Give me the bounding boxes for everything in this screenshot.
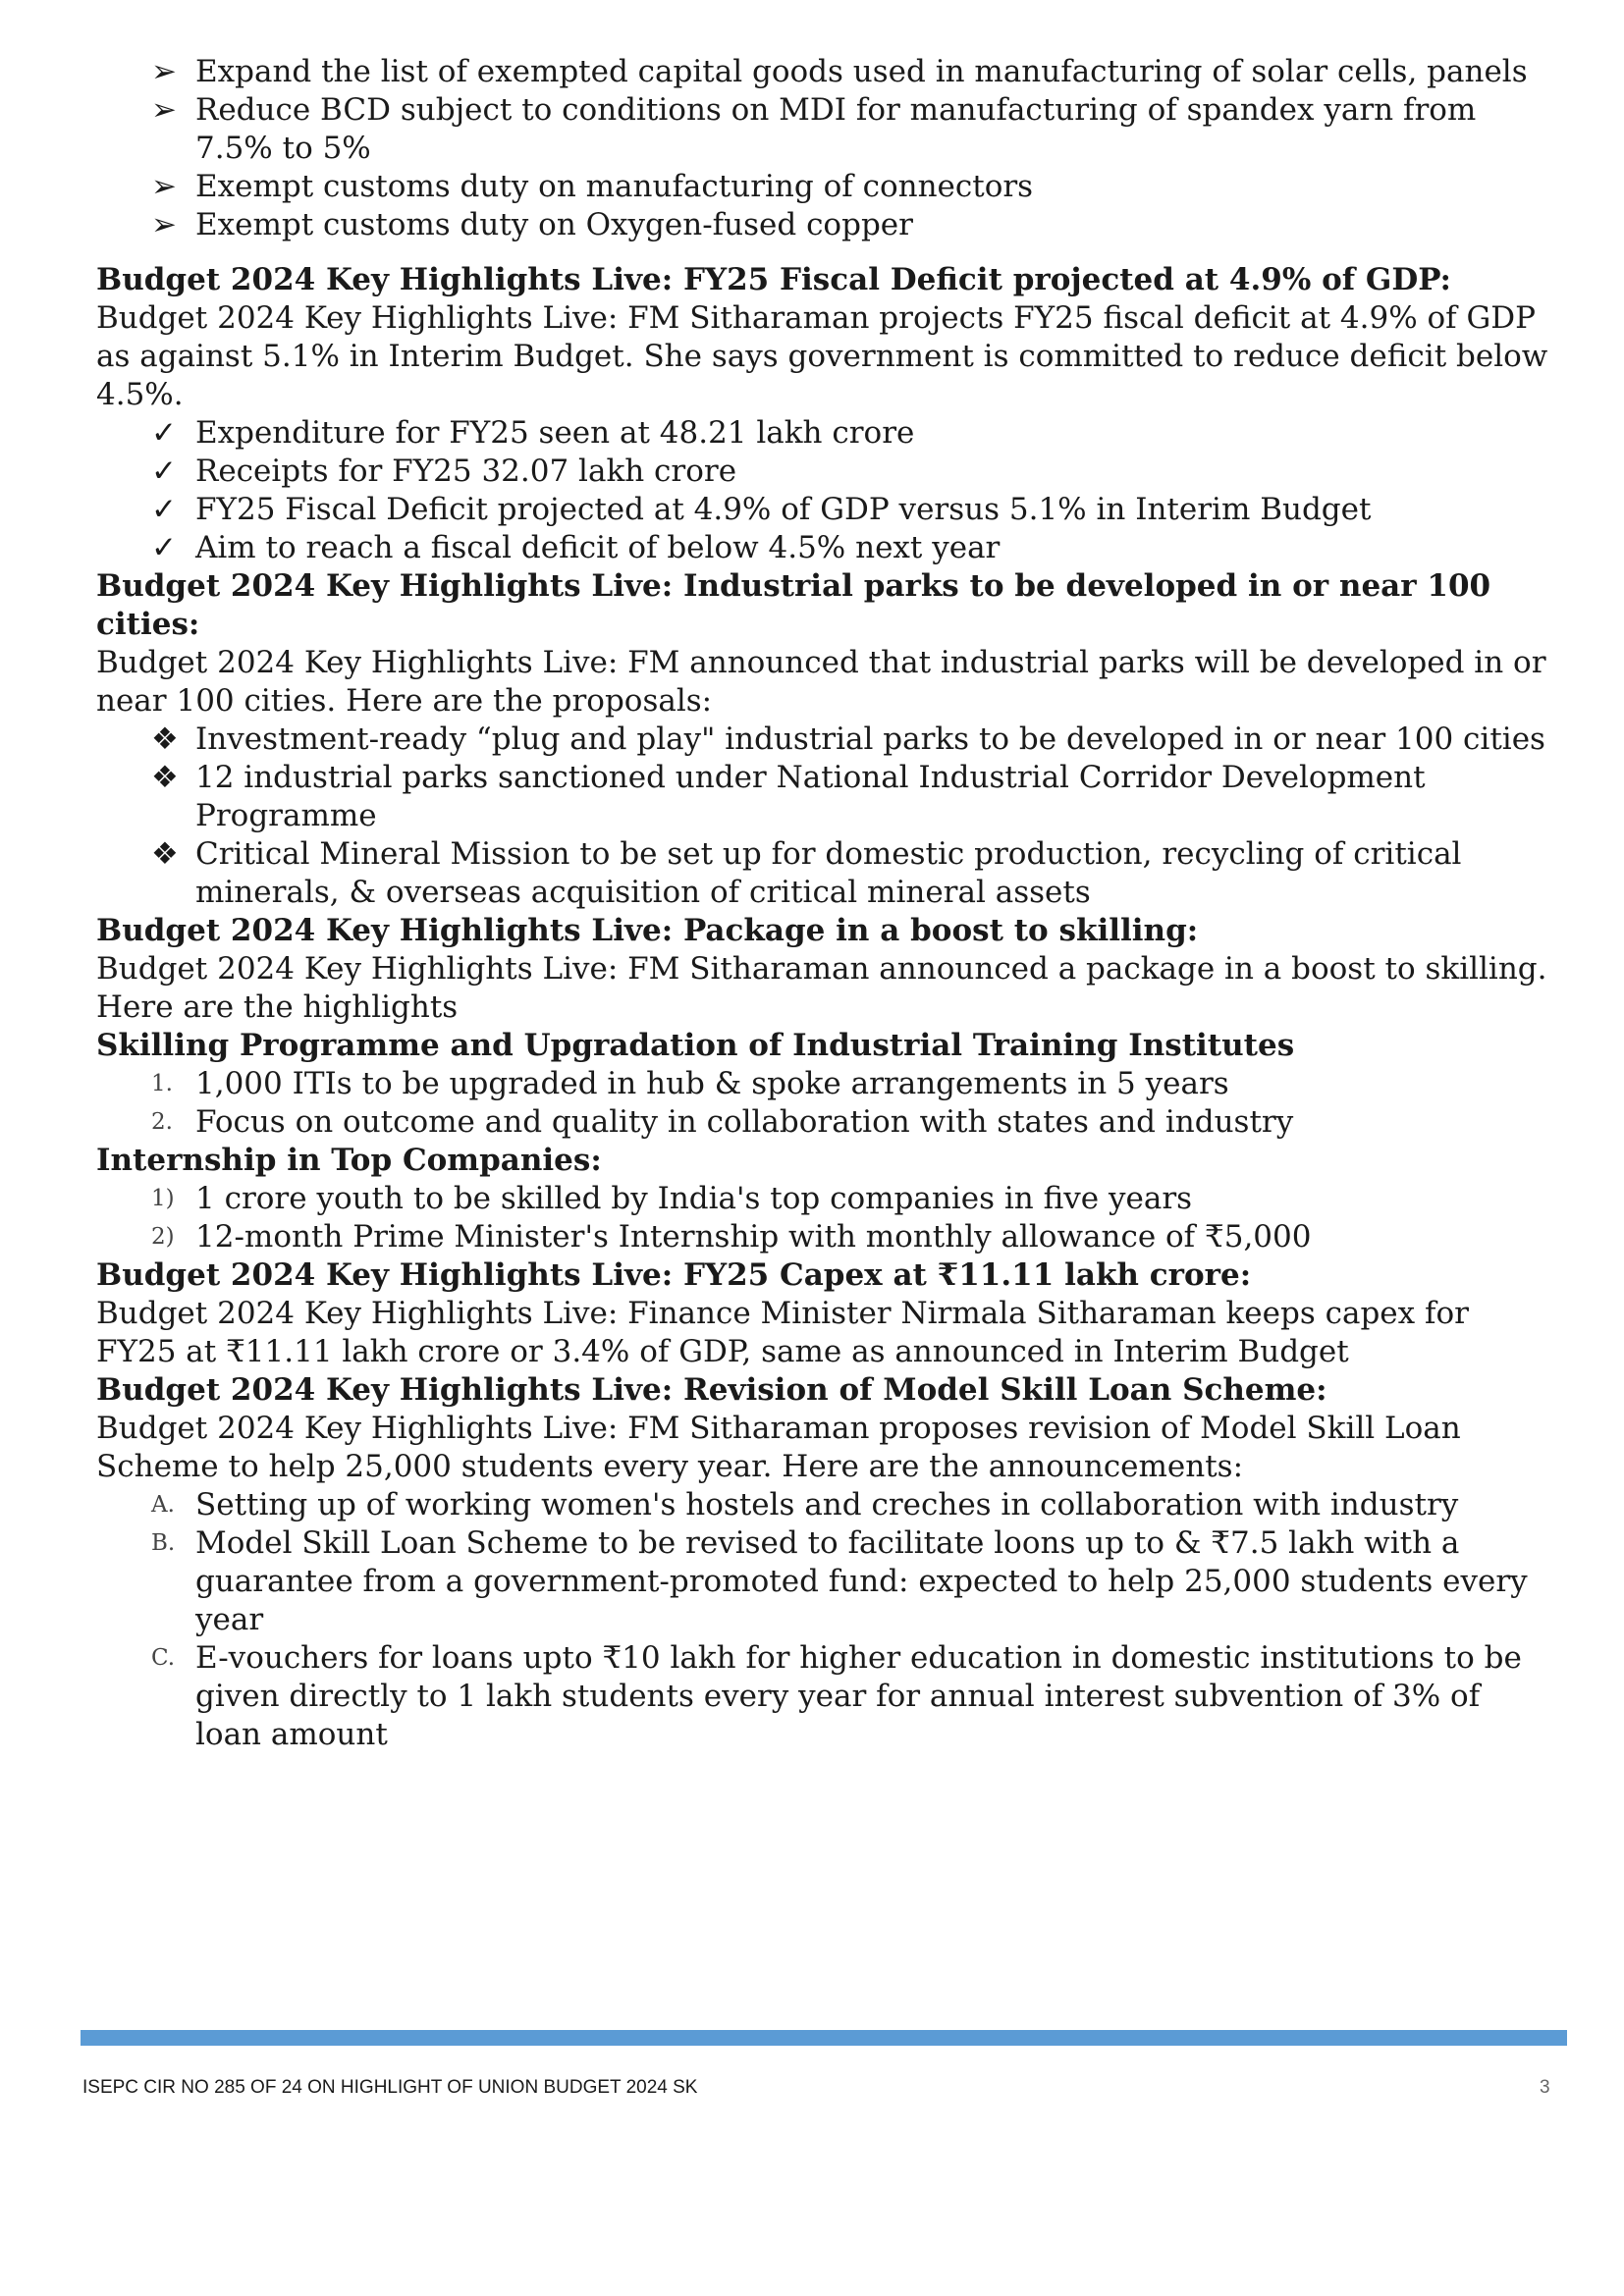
section-heading: Budget 2024 Key Highlights Live: FY25 Fiscal Deficit projected at 4.9% of GDP:	[96, 262, 1451, 297]
list-item-text: Focus on outcome and quality in collaboration with states and industry	[195, 1104, 1294, 1140]
list-item-text: Expenditure for FY25 seen at 48.21 lakh crore	[195, 415, 915, 451]
section-paragraph: Budget 2024 Key Highlights Live: FM announced that industrial parks will be developed in or near 100 cities. Here are the proposals:	[96, 645, 1546, 719]
industrial-parks-section	[96, 567, 1549, 912]
subsection-heading: Skilling Programme and Upgradation of Industrial Training Institutes	[96, 1028, 1295, 1063]
list-item	[96, 491, 1549, 529]
list-item	[96, 1524, 1549, 1639]
list-letter: C.	[151, 1645, 176, 1671]
list-item	[96, 1180, 1549, 1218]
arrow-bullet-icon: ➢	[151, 207, 177, 242]
list-item-text: Aim to reach a fiscal deficit of below 4.5% next year	[195, 530, 1001, 565]
section-paragraph: Budget 2024 Key Highlights Live: FM Sitharaman projects FY25 fiscal deficit at 4.9% of GDP as against 5.1% in Interim Budget. She says government is committed to reduce deficit below 4.5%.	[96, 300, 1548, 412]
numbered-list	[96, 1180, 1549, 1256]
footer-text: ISEPC CIR NO 285 OF 24 ON HIGHLIGHT OF UNION BUDGET 2024 SK	[82, 2077, 698, 2098]
check-icon: ✓	[151, 530, 177, 565]
list-item-text: 12-month Prime Minister's Internship with monthly allowance of ₹5,000	[195, 1219, 1312, 1255]
subsection-heading: Internship in Top Companies:	[96, 1143, 602, 1178]
list-item-text: Exempt customs duty on Oxygen-fused copper	[195, 207, 913, 242]
list-item	[96, 1103, 1549, 1142]
diamond-bullet-list	[96, 721, 1549, 912]
section-paragraph: Budget 2024 Key Highlights Live: FM Sitharaman announced a package in a boost to skilling. Here are the highlights	[96, 951, 1547, 1025]
document-body	[96, 53, 1549, 1754]
list-number: 2)	[151, 1224, 175, 1250]
diamond-bullet-icon: ❖	[151, 760, 179, 795]
list-item	[96, 206, 1549, 244]
section-heading: Budget 2024 Key Highlights Live: FY25 Capex at ₹11.11 lakh crore:	[96, 1257, 1252, 1293]
arrow-bullet-icon: ➢	[151, 92, 177, 128]
list-item-text: 12 industrial parks sanctioned under National Industrial Corridor Development Programme	[195, 760, 1426, 833]
list-item-text: Model Skill Loan Scheme to be revised to facilitate loons up to & ₹7.5 lakh with a guarantee from a government-promoted fund: expected to help 25,000 students every year	[195, 1525, 1528, 1637]
list-item	[96, 1486, 1549, 1524]
list-item	[96, 53, 1549, 91]
arrow-bullet-icon: ➢	[151, 169, 177, 204]
list-item	[96, 414, 1549, 453]
list-item-text: FY25 Fiscal Deficit projected at 4.9% of GDP versus 5.1% in Interim Budget	[195, 492, 1372, 527]
list-item	[96, 529, 1549, 567]
list-number: 1.	[151, 1071, 173, 1096]
capex-section	[96, 1256, 1549, 1371]
list-letter: B.	[151, 1530, 176, 1556]
list-item	[96, 721, 1549, 759]
list-item	[96, 91, 1549, 168]
section-paragraph: Budget 2024 Key Highlights Live: FM Sitharaman proposes revision of Model Skill Loan Scheme to help 25,000 students every year. Here are the announcements:	[96, 1411, 1461, 1484]
list-item	[96, 1218, 1549, 1256]
list-item	[96, 453, 1549, 491]
list-item-text: Reduce BCD subject to conditions on MDI for manufacturing of spandex yarn from 7.5% to 5%	[195, 92, 1477, 166]
section-heading: Budget 2024 Key Highlights Live: Package in a boost to skilling:	[96, 913, 1199, 948]
arrow-bullet-icon: ➢	[151, 54, 177, 89]
diamond-bullet-icon: ❖	[151, 836, 179, 872]
list-item-text: Setting up of working women's hostels and creches in collaboration with industry	[195, 1487, 1459, 1522]
lettered-list	[96, 1486, 1549, 1754]
list-item	[96, 759, 1549, 835]
page-number: 3	[1540, 2077, 1550, 2098]
diamond-bullet-icon: ❖	[151, 721, 179, 757]
list-letter: A.	[151, 1492, 175, 1518]
list-item-text: 1,000 ITIs to be upgraded in hub & spoke arrangements in 5 years	[195, 1066, 1229, 1101]
list-item-text: Exempt customs duty on manufacturing of connectors	[195, 169, 1034, 204]
list-item-text: Expand the list of exempted capital goods used in manufacturing of solar cells, panels	[195, 54, 1528, 89]
check-list	[96, 414, 1549, 567]
list-item	[96, 835, 1549, 912]
list-number: 2.	[151, 1109, 173, 1135]
intro-bullet-list	[96, 53, 1549, 244]
section-heading: Budget 2024 Key Highlights Live: Revision of Model Skill Loan Scheme:	[96, 1372, 1327, 1408]
numbered-list	[96, 1065, 1549, 1142]
check-icon: ✓	[151, 492, 177, 527]
skilling-section	[96, 912, 1549, 1256]
check-icon: ✓	[151, 454, 177, 489]
list-item-text: 1 crore youth to be skilled by India's top companies in five years	[195, 1181, 1193, 1216]
list-item-text: Receipts for FY25 32.07 lakh crore	[195, 454, 737, 489]
list-number: 1)	[151, 1186, 175, 1211]
check-icon: ✓	[151, 415, 177, 451]
section-heading: Budget 2024 Key Highlights Live: Industrial parks to be developed in or near 100 cities:	[96, 568, 1491, 642]
section-paragraph: Budget 2024 Key Highlights Live: Finance Minister Nirmala Sitharaman keeps capex for FY25 at ₹11.11 lakh crore or 3.4% of GDP, same as announced in Interim Budget	[96, 1296, 1469, 1369]
list-item	[96, 168, 1549, 206]
list-item-text: E-vouchers for loans upto ₹10 lakh for higher education in domestic institutions to be given directly to 1 lakh students every year for annual interest subvention of 3% of loan amount	[195, 1640, 1522, 1752]
list-item	[96, 1065, 1549, 1103]
skill-loan-section	[96, 1371, 1549, 1754]
list-item	[96, 1639, 1549, 1754]
list-item-text: Investment-ready “plug and play" industrial parks to be developed in or near 100 cities	[195, 721, 1545, 757]
footer-divider	[81, 2030, 1567, 2046]
list-item-text: Critical Mineral Mission to be set up for domestic production, recycling of critical minerals, & overseas acquisition of critical mineral assets	[195, 836, 1462, 910]
fiscal-deficit-section	[96, 261, 1549, 567]
